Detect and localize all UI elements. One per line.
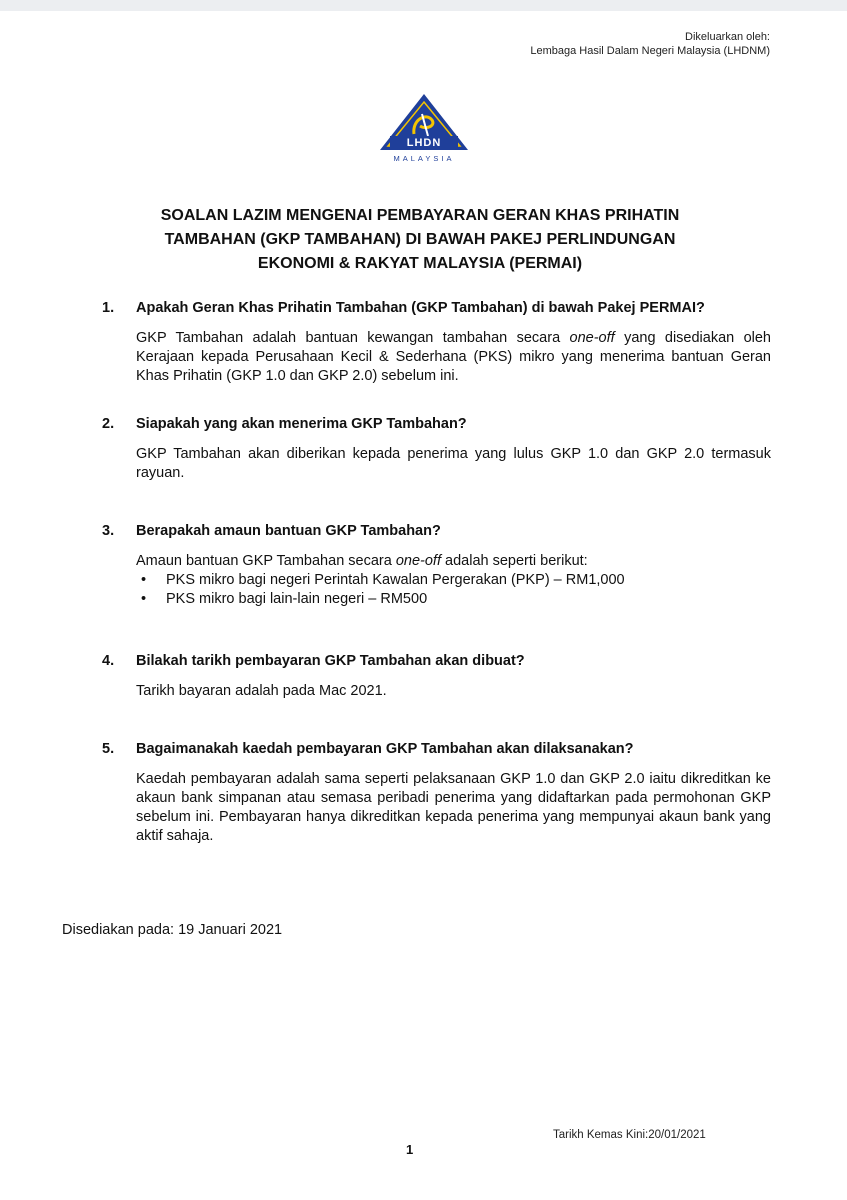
- faq-question-text: Berapakah amaun bantuan GKP Tambahan?: [136, 523, 441, 539]
- issuer-block: [530, 30, 770, 58]
- faq-answer: [136, 445, 771, 483]
- faq-item-4: [102, 651, 782, 701]
- document-title: [90, 204, 750, 276]
- logo-text: LHDN: [406, 137, 442, 149]
- list-item: • PKS mikro bagi negeri Perintah Kawalan Pergerakan (PKP) – RM1,000: [141, 572, 625, 588]
- faq-question-text: Siapakah yang akan menerima GKP Tambahan?: [136, 416, 467, 432]
- answer-italic: one-off: [395, 553, 441, 569]
- faq-number: 3.: [102, 523, 115, 539]
- amount-list: [136, 571, 771, 609]
- answer-text: yang disediakan oleh Kerajaan kepada Perusahaan Kecil & Sederhana (PKS) mikro yang menerima bantuan Geran Khas Prihatin (GKP 1.0 dan GKP 2.0) sebelum ini.: [136, 330, 771, 384]
- faq-answer: [136, 682, 771, 701]
- title-line-1: SOALAN LAZIM MENGENAI PEMBAYARAN GERAN KHAS PRIHATIN: [160, 207, 680, 224]
- answer-italic: one-off: [569, 330, 615, 346]
- faq-question: [102, 739, 782, 759]
- faq-question: [102, 651, 782, 671]
- faq-number: 1.: [102, 300, 115, 316]
- issuer-name: Lembaga Hasil Dalam Negeri Malaysia (LHDNM): [530, 45, 770, 57]
- answer-text: Amaun bantuan GKP Tambahan secara: [136, 553, 396, 569]
- answer-text: Tarikh bayaran adalah pada Mac 2021.: [136, 683, 387, 699]
- answer-text: GKP Tambahan adalah bantuan kewangan tambahan secara: [136, 330, 570, 346]
- logo-subtext: MALAYSIA: [393, 154, 455, 163]
- issued-by-label: Dikeluarkan oleh:: [685, 31, 770, 43]
- prepared-date: Disediakan pada: 19 Januari 2021: [62, 922, 283, 938]
- faq-question: [102, 521, 782, 541]
- answer-text: Kaedah pembayaran adalah sama seperti pelaksanaan GKP 1.0 dan GKP 2.0 iaitu dikreditkan ke akaun bank simpanan atau semasa peribadi penerima yang didaftarkan pada permohonan GKP sebelum ini. Pembayaran hanya dikreditkan kepada penerima yang mempunyai akaun bank yang aktif sahaja.: [136, 771, 771, 844]
- bullet-icon: •: [141, 591, 147, 607]
- faq-number: 4.: [102, 653, 115, 669]
- faq-number: 5.: [102, 741, 115, 757]
- answer-text: GKP Tambahan akan diberikan kepada penerima yang lulus GKP 1.0 dan GKP 2.0 termasuk rayuan.: [136, 446, 771, 481]
- answer-text: adalah seperti berikut:: [441, 553, 588, 569]
- page-number: 1: [406, 1142, 414, 1157]
- faq-number: 2.: [102, 416, 115, 432]
- faq-answer: [136, 552, 771, 609]
- faq-item-3: [102, 521, 782, 609]
- faq-item-1: [102, 298, 782, 386]
- faq-item-2: [102, 414, 782, 483]
- bullet-icon: •: [141, 572, 147, 588]
- faq-question-text: Apakah Geran Khas Prihatin Tambahan (GKP Tambahan) di bawah Pakej PERMAI?: [136, 300, 705, 316]
- title-line-2: TAMBAHAN (GKP TAMBAHAN) DI BAWAH PAKEJ PERLINDUNGAN: [164, 231, 676, 248]
- list-item: • PKS mikro bagi lain-lain negeri – RM500: [141, 591, 428, 607]
- faq-answer: [136, 329, 771, 386]
- faq-item-5: [102, 739, 782, 846]
- top-bar: [0, 0, 847, 11]
- lhdn-logo: [376, 92, 472, 164]
- last-updated: Tarikh Kemas Kini:20/01/2021: [553, 1129, 706, 1141]
- lhdn-logo-icon: [376, 92, 472, 164]
- faq-question-text: Bilakah tarikh pembayaran GKP Tambahan akan dibuat?: [136, 653, 525, 669]
- faq-question: [102, 414, 782, 434]
- faq-question: [102, 298, 782, 318]
- faq-answer: [136, 770, 771, 846]
- faq-question-text: Bagaimanakah kaedah pembayaran GKP Tambahan akan dilaksanakan?: [136, 741, 634, 757]
- title-line-3: EKONOMI & RAKYAT MALAYSIA (PERMAI): [257, 255, 583, 272]
